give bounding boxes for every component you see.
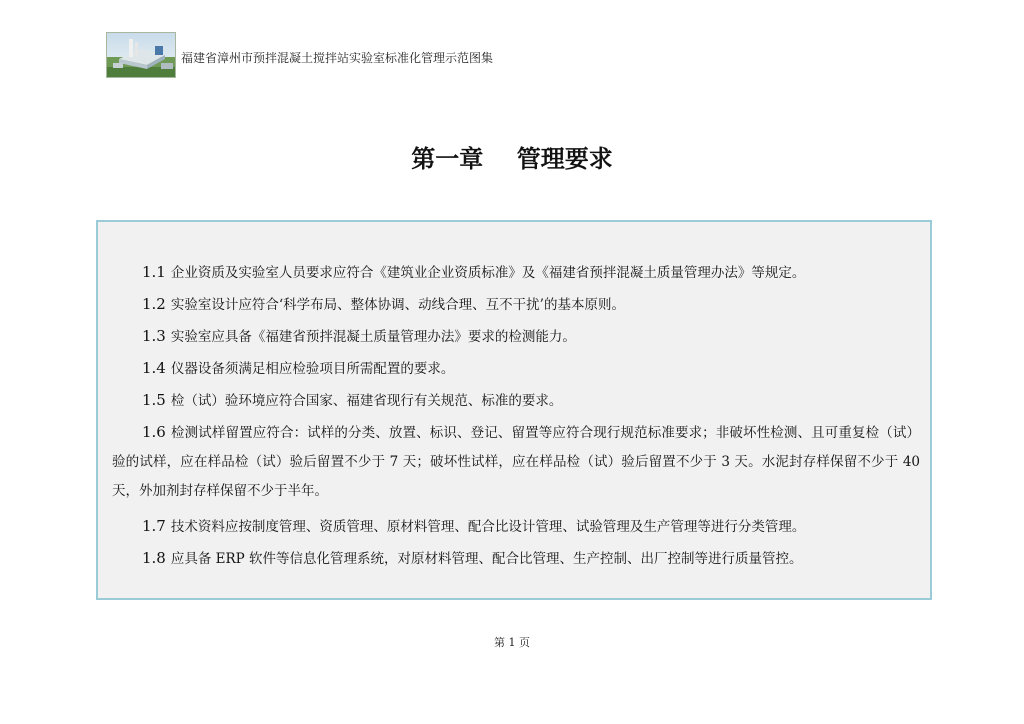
item-text: 技术资料应按制度管理、资质管理、原材料管理、配合比设计管理、试验管理及生产管理等进行分类管理。 — [170, 519, 806, 535]
page-number: 第 1 页 — [494, 636, 530, 649]
requirement-item-1-7 — [112, 512, 920, 542]
item-number: 1.7 — [142, 517, 166, 535]
item-text: 仪器设备须满足相应检验项目所需配置的要求。 — [170, 361, 455, 377]
item-number: 1.8 — [142, 549, 166, 567]
requirements-panel — [96, 220, 932, 600]
item-text: 企业资质及实验室人员要求应符合《建筑业企业资质标准》及《福建省预拌混凝土质量管理办法》等规定。 — [170, 265, 806, 281]
item-text: 检测试样留置应符合：试样的分类、放置、标识、登记、留置等应符合现行规范标准要求；非破坏性检测、且可重复检（试）验的试样，应在样品检（试）验后留置不少于 7 天；破坏性试样，应在样品检（试）验后留置不少于 3 天。水泥封存样保留不少于 40 天，外加剂封存样保留不少于半年。 — [112, 425, 920, 499]
header-logo-photo — [106, 32, 176, 78]
item-number: 1.5 — [142, 391, 166, 409]
chapter-title: 第一章 管理要求 — [411, 145, 613, 173]
item-number: 1.2 — [142, 295, 166, 313]
item-number: 1.6 — [142, 423, 166, 441]
item-text: 应具备 ERP 软件等信息化管理系统，对原材料管理、配合比管理、生产控制、出厂控制等进行质量管控。 — [170, 551, 803, 567]
factory-photo-icon — [107, 33, 176, 78]
requirement-item-1-5 — [112, 386, 920, 416]
item-number: 1.3 — [142, 327, 166, 345]
item-number: 1.4 — [142, 359, 166, 377]
requirement-item-1-1 — [112, 258, 920, 288]
requirement-item-1-3 — [112, 322, 920, 352]
item-text: 实验室应具备《福建省预拌混凝土质量管理办法》要求的检测能力。 — [170, 329, 576, 345]
requirement-item-1-8 — [112, 544, 920, 574]
requirement-item-1-4 — [112, 354, 920, 384]
requirement-item-1-6 — [112, 418, 920, 506]
item-text: 检（试）验环境应符合国家、福建省现行有关规范、标准的要求。 — [170, 393, 563, 409]
header-title: 福建省漳州市预拌混凝土搅拌站实验室标准化管理示范图集 — [181, 51, 494, 65]
item-text: 实验室设计应符合‘科学布局、整体协调、动线合理、互不干扰’的基本原则。 — [170, 297, 625, 313]
requirement-item-1-2 — [112, 290, 920, 320]
item-number: 1.1 — [142, 263, 166, 281]
